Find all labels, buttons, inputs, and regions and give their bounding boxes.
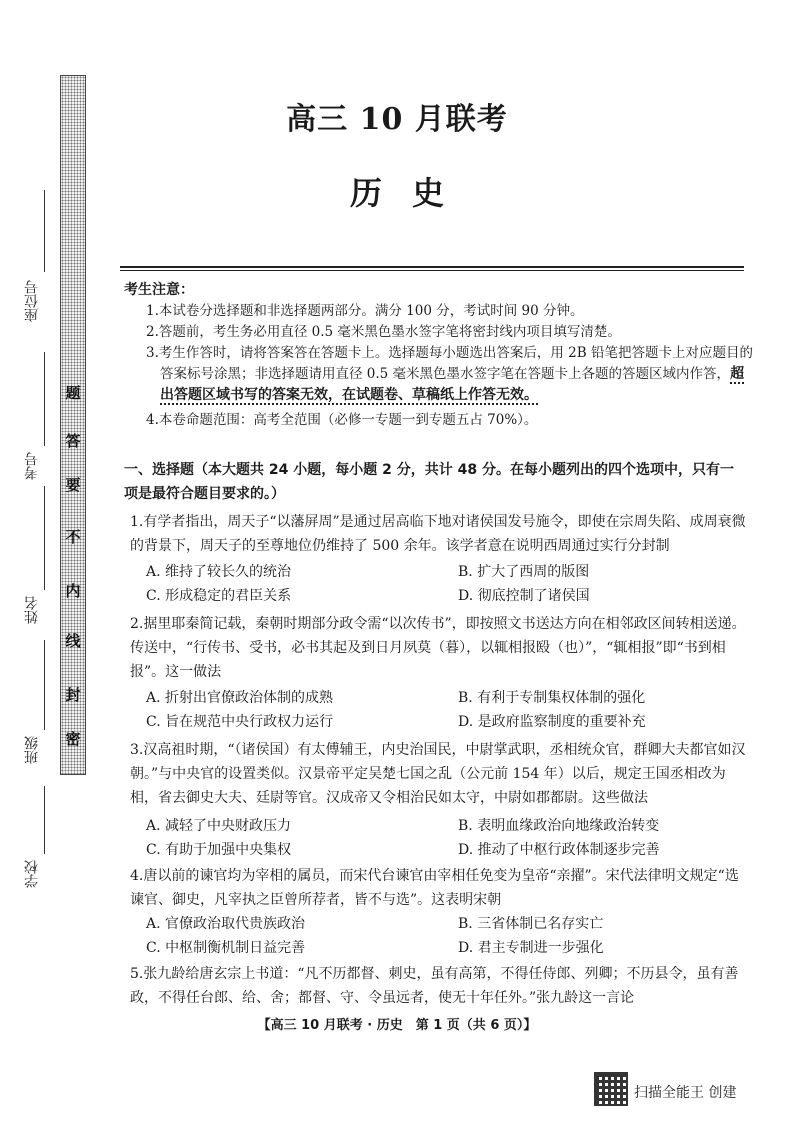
question-option[interactable]: D. 推动了中枢行政体制逐步完善 <box>458 842 660 858</box>
seal-char: 答 <box>65 432 81 450</box>
exam-number-label: 考号 <box>24 452 40 480</box>
notice-item-3 <box>124 343 754 406</box>
seal-char: 线 <box>65 632 81 650</box>
question-stem: 5.张九龄给唐玄宗上书道：“凡不历都督、刺史，虽有高第，不得任侍郎、列卿；不历县令，虽有善政，不得任台郎、给、舍；都督、守、令虽远者，使无十年任外。”张九龄这一言论 <box>130 966 739 1006</box>
question-stem: 2.据里耶秦简记载，秦朝时期部分政令需“以次传书”，即按照文书送达方向在相邻政区间转相送递。传送中，“行传书、受书，必书其起及到日月夙莫（暮），以辄相报殹（也）”，“辄相报”即“书到相报”。这一做法 <box>130 616 746 680</box>
notice-item-1: 1.本试卷分选择题和非选择题两部分。满分 100 分，考试时间 90 分钟。 <box>146 303 584 319</box>
question-stem: 3.汉高祖时期，“（诸侯国）有太傅辅王，内史治国民，中尉掌武职，丞相统众官，群卿大夫都官如汉朝。”与中央官的设置类似。汉景帝平定吴楚七国之乱（公元前 154 年）以后，规定王国丞相改为相，省去御史大夫、廷尉等官。汉成帝又令相治民如太守，中尉如郡都尉。这些做法 <box>130 742 746 806</box>
section-heading: 一、选择题（本大题共 24 小题，每小题 2 分，共计 48 分。在每小题列出的四个选项中，只有一项是最符合题目要求的。） <box>124 462 734 502</box>
qr-code-icon <box>594 1072 628 1106</box>
seal-char: 封 <box>65 686 81 704</box>
notice-item-3-text: 3.考生作答时，请将答案答在答题卡上。选择题每小题选出答案后，用 2B 铅笔把答题卡上对应题目的答案标号涂黑；非选择题请用直径 0.5 毫米黑色墨水签字笔在答题卡上各题的答题区域内作答， <box>146 345 753 382</box>
seat-number-label: 座位号 <box>24 280 40 322</box>
question-option[interactable]: D. 君主专制进一步强化 <box>458 940 604 956</box>
exam-title: 高三 10 月联考 <box>286 102 508 137</box>
question-option[interactable]: A. 减轻了中央财政压力 <box>146 818 292 834</box>
name-label: 姓名 <box>24 596 40 624</box>
class-line[interactable] <box>44 640 45 730</box>
scanner-watermark <box>594 1070 794 1112</box>
question-option[interactable]: B. 有利于专制集权体制的强化 <box>458 690 646 706</box>
question-option[interactable]: C. 旨在规范中央行政权力运行 <box>146 714 334 730</box>
seal-char: 要 <box>65 476 81 494</box>
question-option[interactable]: C. 形成稳定的君臣关系 <box>146 588 292 604</box>
seal-char: 内 <box>65 582 81 600</box>
notice-item-3-emphasis: 超出答题区域书写的答案无效，在试题卷、草稿纸上作答无效。 <box>160 366 745 403</box>
seal-char: 不 <box>65 528 81 546</box>
question-option[interactable]: C. 中枢制衡机制日益完善 <box>146 940 306 956</box>
question-stem: 1.有学者指出，周天子“以藩屏周”是通过居高临下地对诸侯国发号施令，即使在宗周失陷、成周衰微的背景下，周天子的至尊地位仍维持了 500 余年。该学者意在说明西周通过实行分封制 <box>130 514 746 554</box>
page-footer: 【高三 10 月联考 · 历史 第 1 页（共 6 页）】 <box>257 1018 537 1033</box>
seal-char: 密 <box>65 730 81 748</box>
header-divider-thin <box>120 270 744 271</box>
question-option[interactable]: A. 官僚政治取代贵族政治 <box>146 916 306 932</box>
question-option[interactable]: D. 是政府监察制度的重要补充 <box>458 714 646 730</box>
seal-char: 题 <box>65 384 81 402</box>
question-option[interactable]: C. 有助于加强中央集权 <box>146 842 292 858</box>
question-option[interactable]: B. 表明血缘政治向地缘政治转变 <box>458 818 660 834</box>
notice-item-2: 2.答题前，考生务必用直径 0.5 毫米黑色墨水签字笔将密封线内项目填写清楚。 <box>146 324 621 340</box>
header-divider <box>120 266 744 268</box>
school-line[interactable] <box>44 786 45 854</box>
notice-item-4: 4.本卷命题范围：高考全范围（必修一专题一到专题五占 70%）。 <box>146 412 538 428</box>
question-option[interactable]: A. 维持了较长久的统治 <box>146 564 292 580</box>
exam-notice <box>124 280 754 431</box>
watermark-text: 扫描全能王 创建 <box>634 1085 737 1101</box>
question-stem: 4.唐以前的谏官均为宰相的属员，而宋代台谏官由宰相任免变为皇帝“亲擢”。宋代法律明文规定“选谏官、御史，凡宰执之臣曾所荐者，皆不与选”。这表明宋朝 <box>130 868 739 908</box>
subject-title: 历史 <box>349 174 474 212</box>
class-label: 班级 <box>24 736 40 764</box>
school-label: 学校 <box>24 860 40 888</box>
question-option[interactable]: B. 扩大了西周的版图 <box>458 564 590 580</box>
notice-title: 考生注意： <box>124 282 194 298</box>
question-option[interactable]: B. 三省体制已名存实亡 <box>458 916 604 932</box>
name-line[interactable] <box>44 486 45 590</box>
question-option[interactable]: A. 折射出官僚政治体制的成熟 <box>146 690 334 706</box>
exam-number-line[interactable] <box>44 352 45 446</box>
question-option[interactable]: D. 彻底控制了诸侯国 <box>458 588 590 604</box>
